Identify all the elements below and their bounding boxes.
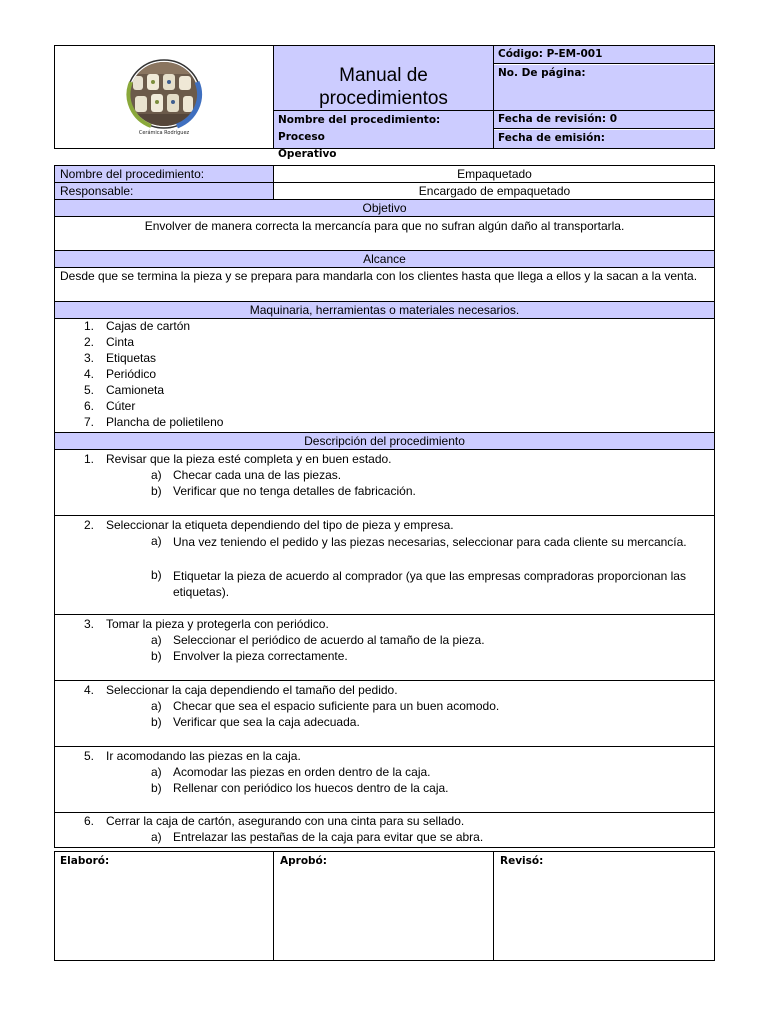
- nombre-procedimiento-header: [274, 111, 493, 160]
- sub-step: b) Verificar que no tenga detalles de fabricación.: [151, 484, 416, 498]
- nombre-label: Nombre del procedimiento:: [55, 166, 274, 182]
- sub-step: a) Entrelazar las pestañas de la caja para evitar que se abra.: [151, 830, 484, 844]
- material-item: 4. Periódico: [84, 367, 157, 381]
- manual-title-line1: Manual de: [339, 65, 428, 86]
- nombre-proc-line2: Operativo: [278, 148, 337, 160]
- codigo-cell: Código: P-EM-001: [494, 46, 714, 64]
- fecha-revision-cell: Fecha de revisión: 0: [494, 111, 714, 129]
- responsable-label: Responsable:: [55, 183, 274, 199]
- responsable-value: Encargado de empaquetado: [418, 184, 571, 198]
- elaboro-label: Elaboró:: [60, 855, 110, 867]
- material-item: 2. Cinta: [84, 335, 135, 349]
- materiales-heading: Maquinaria, herramientas o materiales necesarios.: [54, 301, 715, 319]
- sub-step: Una vez teniendo el pedido y las piezas necesarias, seleccionar para cada cliente su mercancía.: [173, 535, 687, 549]
- step-block-4: [54, 680, 715, 747]
- sub-step: a) Seleccionar el periódico de acuerdo al tamaño de la pieza.: [151, 633, 485, 647]
- material-item: 1. Cajas de cartón: [84, 319, 191, 333]
- logo-text: Cerámica Rodríguez: [138, 130, 190, 136]
- step-block-1: [54, 449, 715, 516]
- descripcion-heading: Descripción del procedimiento: [54, 432, 715, 450]
- responsable-row: [54, 182, 715, 200]
- material-item: 5. Camioneta: [84, 383, 165, 397]
- signature-divider-1: [273, 851, 274, 961]
- reviso-label: Revisó:: [500, 855, 544, 867]
- objetivo-body: [54, 216, 715, 251]
- step-block-6: [54, 812, 715, 848]
- objetivo-text: Envolver de manera correcta la mercancía para que no sufran algún daño al transportarla.: [144, 219, 625, 233]
- manual-title: [274, 64, 493, 110]
- material-item: 3. Etiquetas: [84, 351, 157, 365]
- sub-step: a) Checar que sea el espacio suficiente para un buen acomodo.: [151, 699, 500, 713]
- signature-table: [54, 851, 715, 961]
- sub-step: b) Envolver la pieza correctamente.: [151, 649, 348, 663]
- sub-step: b) Rellenar con periódico los huecos dentro de la caja.: [151, 781, 449, 795]
- step-item: 6. Cerrar la caja de cartón, asegurando con una cinta para su sellado.: [84, 814, 465, 828]
- company-logo: [117, 52, 211, 139]
- alcance-text: Desde que se termina la pieza y se prepara para mandarla con los clientes hasta que llega a ellos y la sacan a la venta.: [60, 269, 698, 283]
- alcance-body: [54, 267, 715, 302]
- sub-step-label: a): [151, 534, 162, 548]
- sub-step: Etiquetar la pieza de acuerdo al comprador (ya que las empresas compradoras proporcionan las etiquetas).: [173, 569, 686, 599]
- fecha-emision-cell: Fecha de emisión:: [494, 130, 714, 148]
- no-pagina-cell: No. De página:: [494, 65, 714, 110]
- sub-step: a) Checar cada una de las piezas.: [151, 468, 342, 482]
- step-item: 1. Revisar que la pieza esté completa y en buen estado.: [84, 452, 392, 466]
- manual-title-line2: procedimientos: [319, 88, 448, 109]
- step-item: 4. Seleccionar la caja dependiendo el tamaño del pedido.: [84, 683, 398, 697]
- step-block-3: [54, 614, 715, 681]
- signature-divider-2: [493, 851, 494, 961]
- material-item: 7. Plancha de polietileno: [84, 415, 224, 429]
- materiales-body: [54, 318, 715, 433]
- sub-step: b) Verificar que sea la caja adecuada.: [151, 715, 360, 729]
- step-block-5: [54, 746, 715, 813]
- sub-step: a) Acomodar las piezas en orden dentro de la caja.: [151, 765, 431, 779]
- step-item: 5. Ir acomodando las piezas en la caja.: [84, 749, 301, 763]
- alcance-heading: Alcance: [54, 250, 715, 268]
- sub-step-label: b): [151, 568, 162, 582]
- nombre-value: Empaquetado: [457, 167, 532, 181]
- step-item: 2. Seleccionar la etiqueta dependiendo del tipo de pieza y empresa.: [84, 518, 454, 532]
- objetivo-heading: Objetivo: [54, 199, 715, 217]
- material-item: 6. Cúter: [84, 399, 136, 413]
- nombre-row: [54, 165, 715, 183]
- aprobo-label: Aprobó:: [280, 855, 327, 867]
- step-block-2: [54, 515, 715, 615]
- nombre-proc-line1: Nombre del procedimiento: Proceso: [278, 114, 441, 143]
- step-item: 3. Tomar la pieza y protegerla con periódico.: [84, 617, 329, 631]
